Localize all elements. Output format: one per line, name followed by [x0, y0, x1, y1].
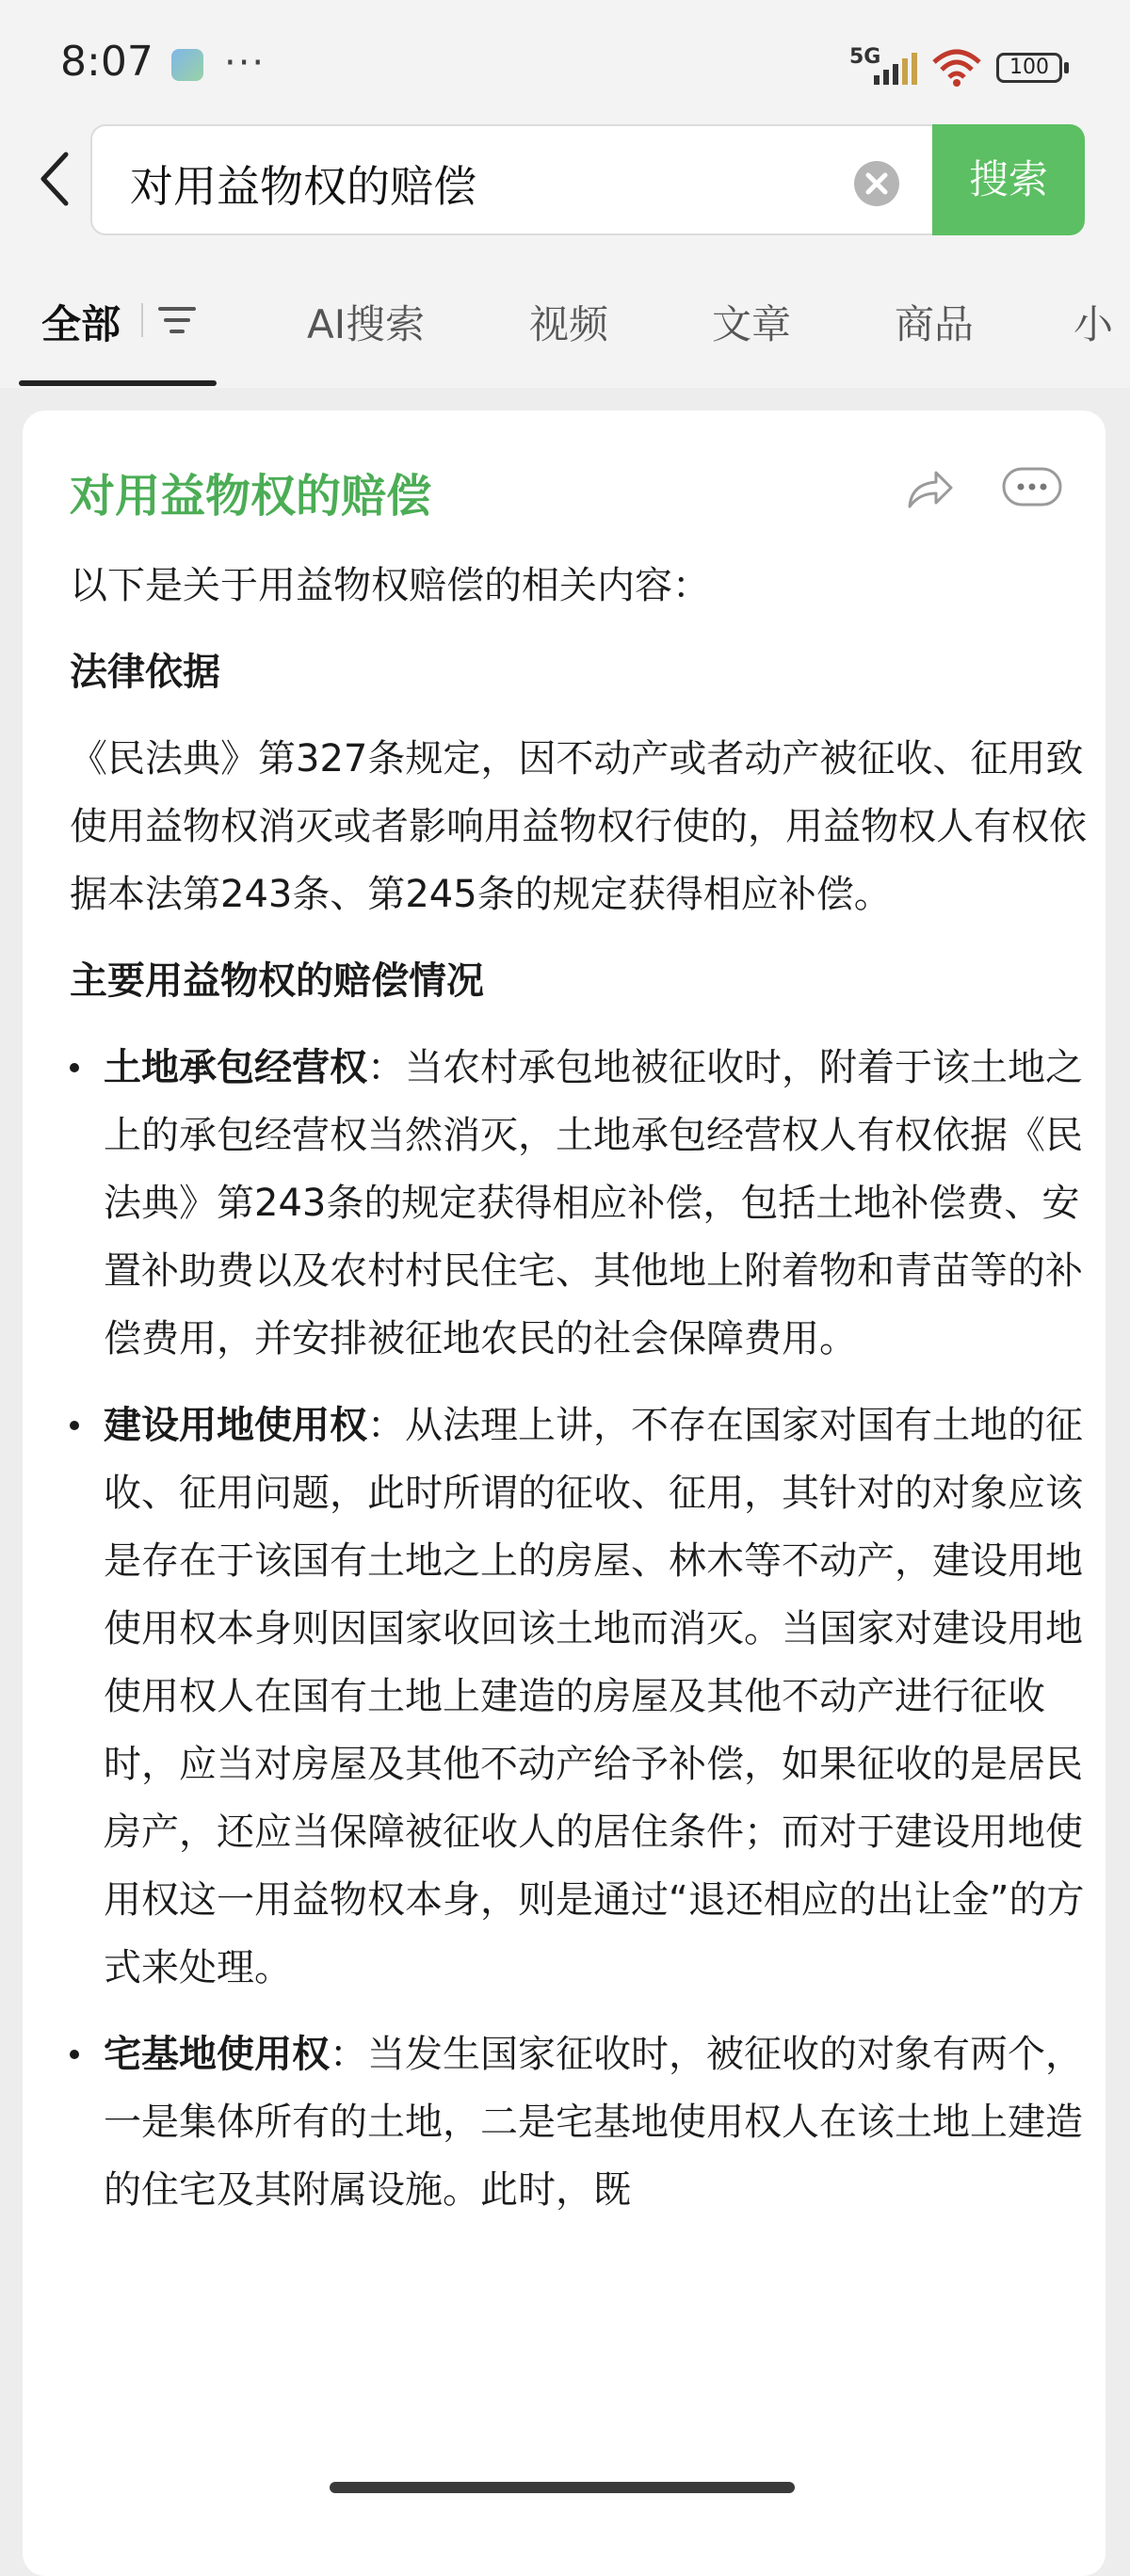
tab-divider [141, 303, 143, 337]
battery-cap [1064, 62, 1069, 73]
battery-icon: 100 [996, 53, 1062, 83]
clear-icon[interactable] [853, 160, 900, 207]
tab-bar [0, 245, 1130, 388]
intro-text: 以下是关于用益物权赔偿的相关内容： [70, 564, 710, 607]
list-item [70, 1392, 1087, 2002]
search-query: 对用益物权的赔偿 [130, 161, 476, 212]
signal-icon [874, 53, 919, 85]
status-more-icon: ··· [224, 41, 266, 85]
legal-basis-text: 《民法典》第327条规定，因不动产或者动产被征收、征用致使用益物权消灭或者影响用益物权行使的，用益物权人有权依据本法第243条、第245条的规定获得相应补偿。 [70, 737, 1087, 916]
wifi-icon [930, 47, 983, 89]
list-item-text: ：当发生国家征收时，被征收的对象有两个，一是集体所有的土地，二是宅基地使用权人在该土地上建造的住宅及其附属设施。此时，既 [104, 2033, 1083, 2212]
more-options-icon[interactable] [1002, 467, 1062, 507]
list-item-term: 宅基地使用权 [104, 2033, 330, 2076]
active-tab-indicator [19, 380, 217, 386]
share-icon[interactable] [904, 463, 955, 514]
section-heading-compensation: 主要用益物权的赔偿情况 [70, 959, 484, 1003]
search-input[interactable] [90, 124, 957, 235]
search-bar [0, 122, 1130, 245]
tab-mini-program[interactable]: 小 [1074, 301, 1114, 347]
tab-all[interactable]: 全部 [41, 301, 121, 347]
status-bar [0, 0, 1130, 122]
home-indicator[interactable] [330, 2482, 795, 2493]
list-item-term: 建设用地使用权 [104, 1404, 367, 1447]
list-item [70, 2021, 1087, 2224]
section-heading-legal-basis: 法律依据 [70, 651, 220, 694]
list-item [70, 1034, 1087, 1373]
network-label: 5G [849, 45, 881, 69]
tab-article[interactable]: 文章 [712, 301, 792, 347]
tab-ai-search[interactable]: AI搜索 [307, 301, 426, 347]
tab-video[interactable]: 视频 [529, 301, 609, 347]
filter-icon[interactable] [156, 303, 198, 337]
card-title: 对用益物权的赔偿 [70, 470, 432, 523]
compensation-list [70, 1034, 1087, 2224]
tab-goods[interactable]: 商品 [895, 301, 975, 347]
back-icon[interactable] [36, 151, 73, 207]
card-content [70, 552, 1087, 2243]
list-item-text: ：从法理上讲，不存在国家对国有土地的征收、征用问题，此时所谓的征收、征用，其针对的对象应该是存在于该国有土地之上的房屋、林木等不动产，建设用地使用权本身则因国家收回该土地而消灭。当国家对建设用地使用权人在国有土地上建造的房屋及其他不动产进行征收时，应当对房屋及其他不动产给予补偿，如果征收的是居民房产，还应当保障被征收人的居住条件；而对于建设用地使用权这一用益物权本身，则是通过“退还相应的出让金”的方式来处理。 [104, 1404, 1085, 1989]
list-item-term: 土地承包经营权 [104, 1046, 367, 1089]
app-icon [171, 49, 203, 81]
status-time: 8:07 [60, 38, 153, 86]
list-item-text: ：当农村承包地被征收时，附着于该土地之上的承包经营权当然消灭，土地承包经营权人有权依据《民法典》第243条的规定获得相应补偿，包括土地补偿费、安置补助费以及农村村民住宅、其他地上附着物和青苗等的补偿费用，并安排被征地农民的社会保障费用。 [104, 1046, 1083, 1360]
answer-card [23, 411, 1106, 2576]
search-button[interactable]: 搜索 [932, 124, 1085, 235]
